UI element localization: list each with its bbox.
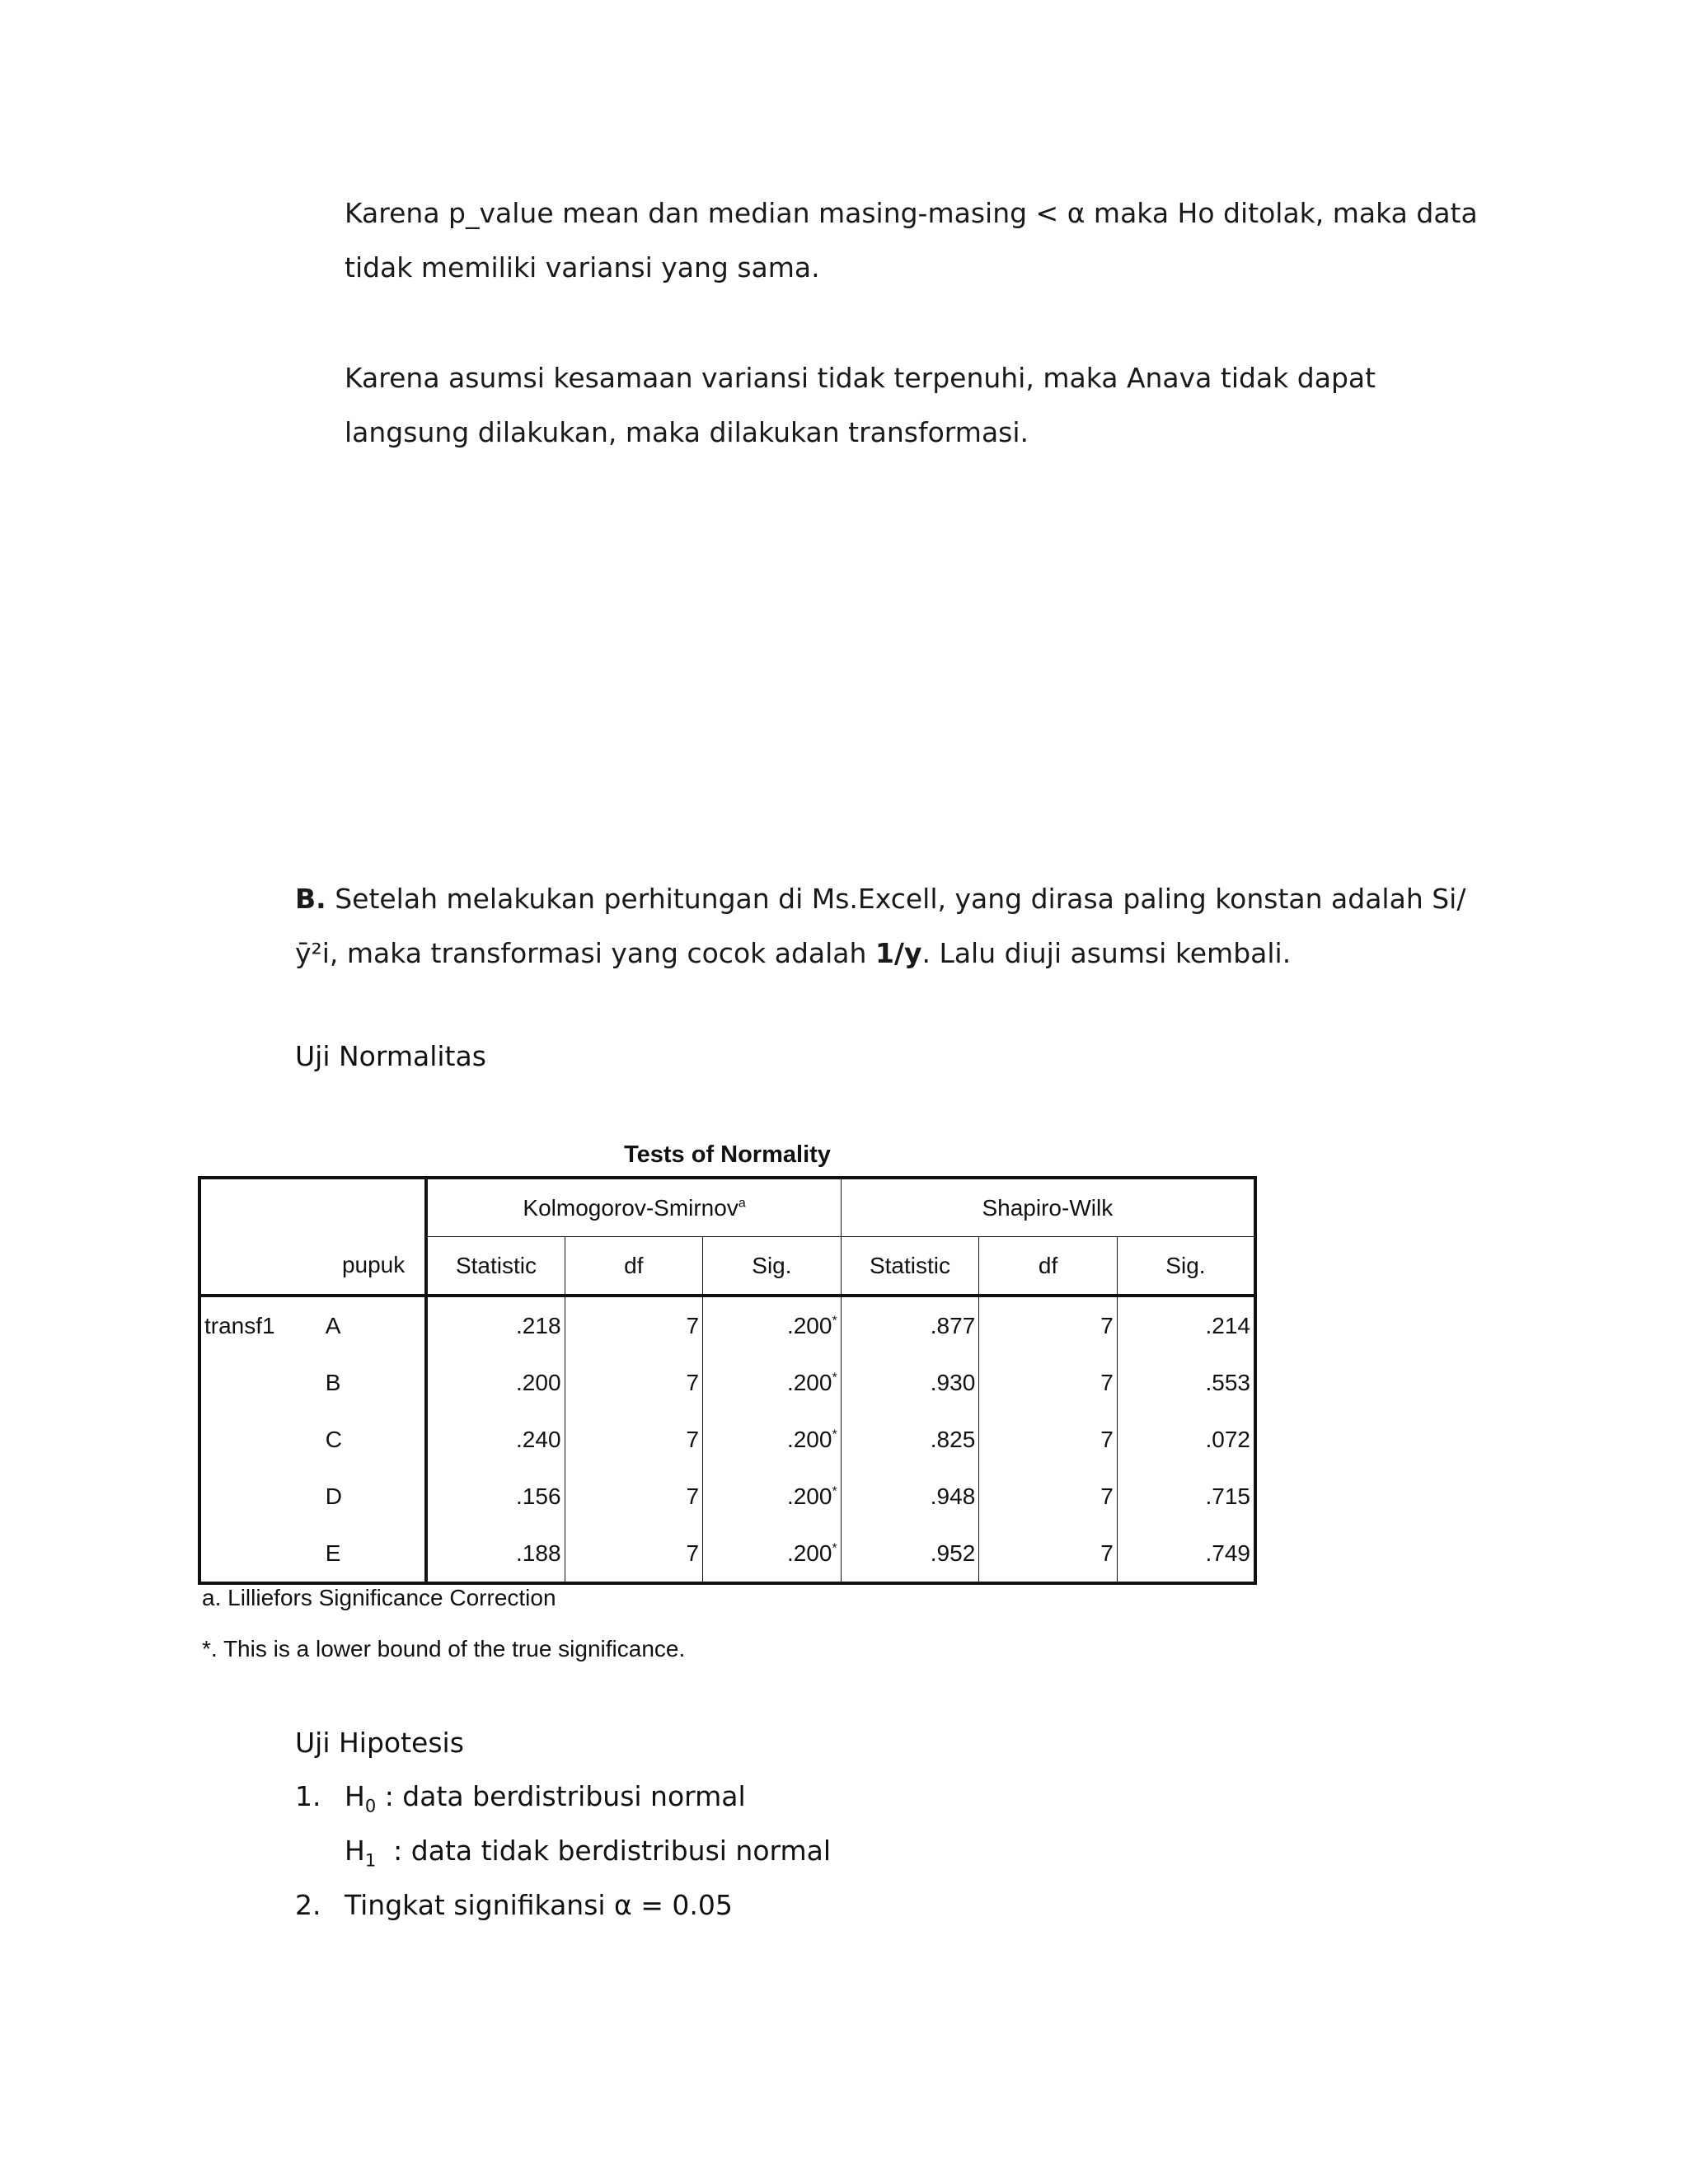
section-b-text-2: . Lalu diuji asumsi kembali. xyxy=(921,937,1292,969)
footnote-lilliefors: a. Lilliefors Significance Correction xyxy=(202,1585,556,1610)
cell-ks-sig: .200* xyxy=(703,1468,842,1525)
cell-sw-df: 7 xyxy=(979,1468,1118,1525)
header-shapiro-wilk: Shapiro-Wilk xyxy=(841,1178,1255,1237)
table-header-column-row xyxy=(199,1237,1255,1296)
paragraph-section-b xyxy=(295,872,1498,981)
row-label-empty xyxy=(199,1468,322,1525)
cell-sw-sig: .072 xyxy=(1117,1411,1255,1468)
table-title: Tests of Normality xyxy=(624,1141,831,1168)
table-row xyxy=(199,1411,1255,1468)
cell-ks-df: 7 xyxy=(565,1296,703,1354)
sig-marker: * xyxy=(832,1371,837,1385)
cell-ks-df: 7 xyxy=(565,1411,703,1468)
cell-sw-statistic: .877 xyxy=(841,1296,979,1354)
cell-pupuk: D xyxy=(325,1483,342,1509)
section-b-bold-formula: 1/y xyxy=(874,937,922,969)
cell-ks-sig: .200* xyxy=(703,1354,842,1411)
h1-subscript: 1 xyxy=(364,1850,377,1871)
cell-sw-sig: .749 xyxy=(1117,1525,1255,1583)
cell-ks-statistic: .156 xyxy=(426,1468,565,1525)
cell-pupuk: A xyxy=(325,1312,341,1338)
h1-statement: $H_1$ : data tidak berdistribusi normal xyxy=(345,1835,832,1871)
header-ks-df: df xyxy=(565,1237,703,1296)
cell-pupuk: E xyxy=(322,1525,427,1583)
paragraph-variance-conclusion: Karena p_value mean dan median masing-masing < α maka Ho ditolak, maka data tidak memiliki variansi yang sama. xyxy=(345,197,1478,284)
row-label-empty xyxy=(199,1354,322,1411)
header-kolmogorov-smirnov: Kolmogorov-Smirnov$^a$ xyxy=(426,1178,841,1237)
table-row xyxy=(199,1354,1255,1411)
cell-sw-statistic: .825 xyxy=(841,1411,979,1468)
cell-ks-df: 7 xyxy=(565,1525,703,1583)
cell-sw-df: 7 xyxy=(979,1525,1118,1583)
paragraph-transformation-note: Karena asumsi kesamaan variansi tidak terpenuhi, maka Anava tidak dapat langsung dilakukan, maka dilakukan transformasi. xyxy=(345,362,1376,448)
header-sw-df: df xyxy=(979,1237,1118,1296)
header-empty-cell xyxy=(322,1178,427,1237)
row-label-transf1: transf1 xyxy=(199,1296,322,1354)
cell-ks-sig: .200* xyxy=(703,1525,842,1583)
list-number: 1. xyxy=(295,1780,321,1812)
section-b-label: B. xyxy=(295,883,326,915)
cell-ks-statistic: .240 xyxy=(426,1411,565,1468)
cell-pupuk: B xyxy=(325,1369,341,1395)
cell-sw-statistic: .948 xyxy=(841,1468,979,1525)
table-header-group-row xyxy=(199,1178,1255,1237)
table-row xyxy=(199,1296,1255,1354)
cell-ks-df: 7 xyxy=(565,1354,703,1411)
heading-uji-normalitas: Uji Normalitas xyxy=(295,1040,486,1072)
header-ks-sig: Sig. xyxy=(703,1237,842,1296)
sig-marker: * xyxy=(832,1541,837,1556)
cell-sw-df: 7 xyxy=(979,1411,1118,1468)
cell-sw-df: 7 xyxy=(979,1354,1118,1411)
cell-sw-sig: .553 xyxy=(1117,1354,1255,1411)
header-sw-sig: Sig. xyxy=(1117,1237,1255,1296)
table-row xyxy=(199,1468,1255,1525)
sig-marker: * xyxy=(832,1427,837,1442)
header-sw-statistic: Statistic xyxy=(841,1237,979,1296)
header-empty-cell xyxy=(199,1237,322,1296)
footnote-lower-bound: *. This is a lower bound of the true significance. xyxy=(202,1636,686,1661)
list-number: 2. xyxy=(295,1889,321,1921)
normality-table xyxy=(198,1176,1257,1585)
cell-ks-statistic: .218 xyxy=(426,1296,565,1354)
cell-ks-statistic: .200 xyxy=(426,1354,565,1411)
sig-marker: * xyxy=(832,1314,837,1329)
row-label-empty xyxy=(199,1525,322,1583)
header-empty-cell xyxy=(199,1178,322,1237)
cell-pupuk: C xyxy=(325,1426,342,1452)
sig-marker: * xyxy=(832,1484,837,1499)
cell-sw-statistic: .930 xyxy=(841,1354,979,1411)
cell-ks-df: 7 xyxy=(565,1468,703,1525)
cell-sw-df: 7 xyxy=(979,1296,1118,1354)
cell-ks-sig: .200* xyxy=(703,1411,842,1468)
significance-level: Tingkat signifikansi α = 0.05 xyxy=(345,1889,733,1921)
section-b-text-1: Setelah melakukan perhitungan di Ms.Excell, yang dirasa paling konstan adalah Si/ȳ²i, maka transformasi yang cocok adalah xyxy=(295,883,1466,969)
cell-ks-sig: .200* xyxy=(703,1296,842,1354)
cell-ks-statistic: .188 xyxy=(426,1525,565,1583)
header-ks-statistic: Statistic xyxy=(426,1237,565,1296)
h0-statement: $H_0$ : data berdistribusi normal xyxy=(345,1780,746,1816)
cell-sw-sig: .214 xyxy=(1117,1296,1255,1354)
heading-uji-hipotesis: Uji Hipotesis xyxy=(295,1727,464,1759)
header-pupuk: pupuk xyxy=(322,1237,427,1296)
footnote-marker-a: a xyxy=(738,1196,746,1211)
cell-sw-statistic: .952 xyxy=(841,1525,979,1583)
row-label-empty xyxy=(199,1411,322,1468)
cell-sw-sig: .715 xyxy=(1117,1468,1255,1525)
table-row xyxy=(199,1525,1255,1583)
h0-subscript: 0 xyxy=(364,1796,377,1816)
